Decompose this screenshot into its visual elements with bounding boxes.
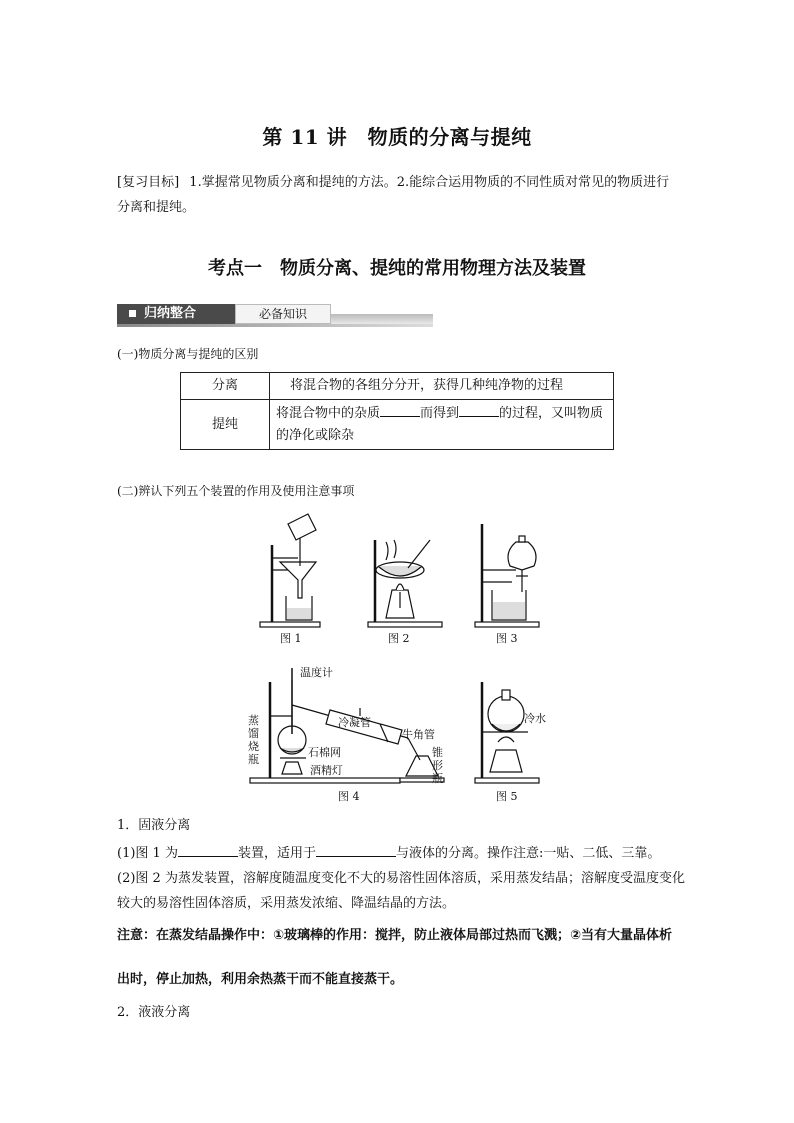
evaporation-apparatus: [368, 540, 442, 627]
conical-flask-label-1: 锥: [432, 746, 443, 759]
fig3-caption: 图 3: [496, 632, 518, 645]
condenser-label: 冷凝管: [338, 716, 371, 729]
part2-heading: (二)辨认下列五个装置的作用及使用注意事项: [117, 484, 355, 498]
flask-label-2: 馏: [248, 727, 259, 740]
apparatus-figures: [230, 510, 570, 805]
blank-line: [380, 402, 420, 417]
sublimation-apparatus: [475, 682, 539, 783]
term-cell: 分离: [181, 373, 270, 400]
section-title: 考点一 物质分离、提纯的常用物理方法及装置: [208, 258, 586, 279]
review-objectives: [117, 170, 679, 220]
s1-p1: (1)图 1 为 装置，适用于 与液体的分离。操作注意:一贴、二低、三靠。: [117, 841, 687, 866]
review-label: [复习目标]: [117, 175, 180, 190]
conical-flask-label-2: 形: [432, 759, 443, 772]
table-row: [181, 400, 614, 450]
thermometer-label: 温度计: [300, 666, 333, 679]
filtration-apparatus: [260, 514, 320, 627]
s1-heading: 1．固液分离: [117, 818, 191, 833]
blank-line: [459, 402, 499, 417]
blank-line: [178, 842, 238, 857]
s1-p2: (2)图 2 为蒸发装置，溶解度随温度变化不大的易溶性固体溶质，采用蒸发结晶；溶解度受温度变化较大的易溶性固体溶质，采用蒸发浓缩、降温结晶的方法。: [117, 871, 685, 911]
blank-line: [316, 842, 396, 857]
gauze-label: 石棉网: [308, 746, 341, 759]
fig2-caption: 图 2: [388, 632, 410, 645]
page-title: 第 11 讲 物质的分离与提纯: [262, 125, 532, 149]
summary-banner: [117, 304, 433, 328]
review-text: 1.掌握常见物质分离和提纯的方法。2.能综合运用物质的不同性质对常见的物质进行分离和提纯。: [117, 175, 670, 215]
flask-label-3: 烧: [248, 740, 259, 753]
lamp-label: 酒精灯: [310, 764, 343, 777]
square-icon: [129, 310, 136, 317]
flask-label-1: 蒸: [248, 714, 259, 727]
table-row: [181, 373, 614, 400]
separation-table: [180, 372, 614, 450]
fig5-caption: 图 5: [496, 790, 518, 803]
s1-note: 注意：在蒸发结晶操作中：①玻璃棒的作用：搅拌，防止液体局部过热而飞溅；②当有大量晶体析出时，停止加热，利用余热蒸干而不能直接蒸干。: [117, 928, 673, 987]
part1-heading: (一)物质分离与提纯的区别: [117, 347, 259, 361]
banner-main: 归纳整合: [117, 304, 235, 324]
desc-cell: 将混合物的各组分分开，获得几种纯净物的过程: [270, 373, 614, 400]
flask-label-4: 瓶: [248, 753, 259, 766]
term-cell: 提纯: [181, 400, 270, 450]
fig4-caption: 图 4: [338, 790, 360, 803]
conical-flask-label-3: 瓶: [432, 772, 443, 785]
s2-heading: 2．液液分离: [117, 1005, 191, 1020]
banner-sub: 必备知识: [235, 304, 331, 324]
adapter-label: 牛角管: [402, 728, 435, 741]
separatory-funnel-apparatus: [475, 524, 539, 627]
fig1-caption: 图 1: [280, 632, 302, 645]
cold-water-label: 冷水: [524, 712, 546, 725]
desc-cell: 将混合物中的杂质 而得到 的过程，又叫物质的净化或除杂: [270, 400, 614, 450]
